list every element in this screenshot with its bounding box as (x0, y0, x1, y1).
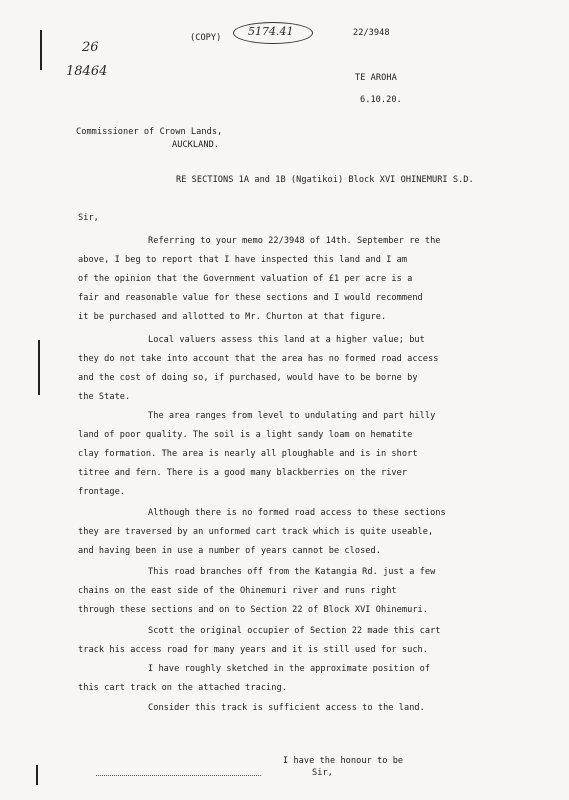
margin-line (36, 765, 38, 785)
body-line: they do not take into account that the area has no formed road access (78, 354, 439, 364)
dotted-line (96, 775, 261, 777)
body-line: this cart track on the attached tracing. (78, 683, 287, 693)
body-line: fair and reasonable value for these sections and I would recommend (78, 293, 423, 303)
date: 6.10.20. (360, 95, 402, 105)
addressee-line: Commissioner of Crown Lands, (76, 127, 223, 137)
body-line: frontage. (78, 487, 126, 497)
body-line: Referring to your memo 22/3948 of 14th. September re the (148, 236, 441, 246)
stamp-number: 5174.41 (248, 25, 294, 38)
body-line: of the opinion that the Government valuation of £1 per acre is a (78, 274, 413, 284)
body-line: The area ranges from level to undulating and part hilly (148, 411, 436, 421)
body-line: Consider this track is sufficient access to the land. (148, 703, 425, 713)
body-line: above, I beg to report that I have inspected this land and I am (78, 255, 408, 265)
body-line: track his access road for many years and it is still used for such. (78, 645, 428, 655)
closing-line: I have the honour to be (283, 756, 404, 766)
body-line: they are traversed by an unformed cart track which is quite useable, (78, 527, 434, 537)
subject: RE SECTIONS 1A and 1B (Ngatikoi) Block XVI OHINEMURI S.D. (176, 175, 474, 185)
reference-number: 22/3948 (353, 28, 390, 38)
margin-line (38, 340, 40, 395)
salutation: Sir, (78, 213, 99, 223)
body-line: clay formation. The area is nearly all ploughable and is in short (78, 449, 418, 459)
handwritten-note: 26 (82, 40, 99, 55)
copy-label: (COPY) (190, 33, 222, 43)
margin-line (40, 30, 42, 70)
body-line: and having been in use a number of years cannot be closed. (78, 546, 381, 556)
body-line: titree and fern. There is a good many blackberries on the river (78, 468, 408, 478)
body-line: through these sections and on to Section 22 of Block XVI Ohinemuri. (78, 605, 428, 615)
body-line: land of poor quality. The soil is a light sandy loam on hematite (78, 430, 413, 440)
body-line: the State. (78, 392, 131, 402)
body-line: Local valuers assess this land at a higher value; but (148, 335, 425, 345)
closing-line: Sir, (312, 768, 333, 778)
body-line: it be purchased and allotted to Mr. Churton at that figure. (78, 312, 387, 322)
body-line: and the cost of doing so, if purchased, would have to be borne by (78, 373, 418, 383)
body-line: This road branches off from the Katangia Rd. just a few (148, 567, 436, 577)
handwritten-note: 18464 (66, 64, 108, 79)
body-line: Scott the original occupier of Section 22 made this cart (148, 626, 441, 636)
place: TE AROHA (355, 73, 397, 83)
body-line: Although there is no formed road access to these sections (148, 508, 446, 518)
body-line: chains on the east side of the Ohinemuri river and runs right (78, 586, 397, 596)
body-line: I have roughly sketched in the approximate position of (148, 664, 431, 674)
addressee-line: AUCKLAND. (172, 140, 220, 150)
